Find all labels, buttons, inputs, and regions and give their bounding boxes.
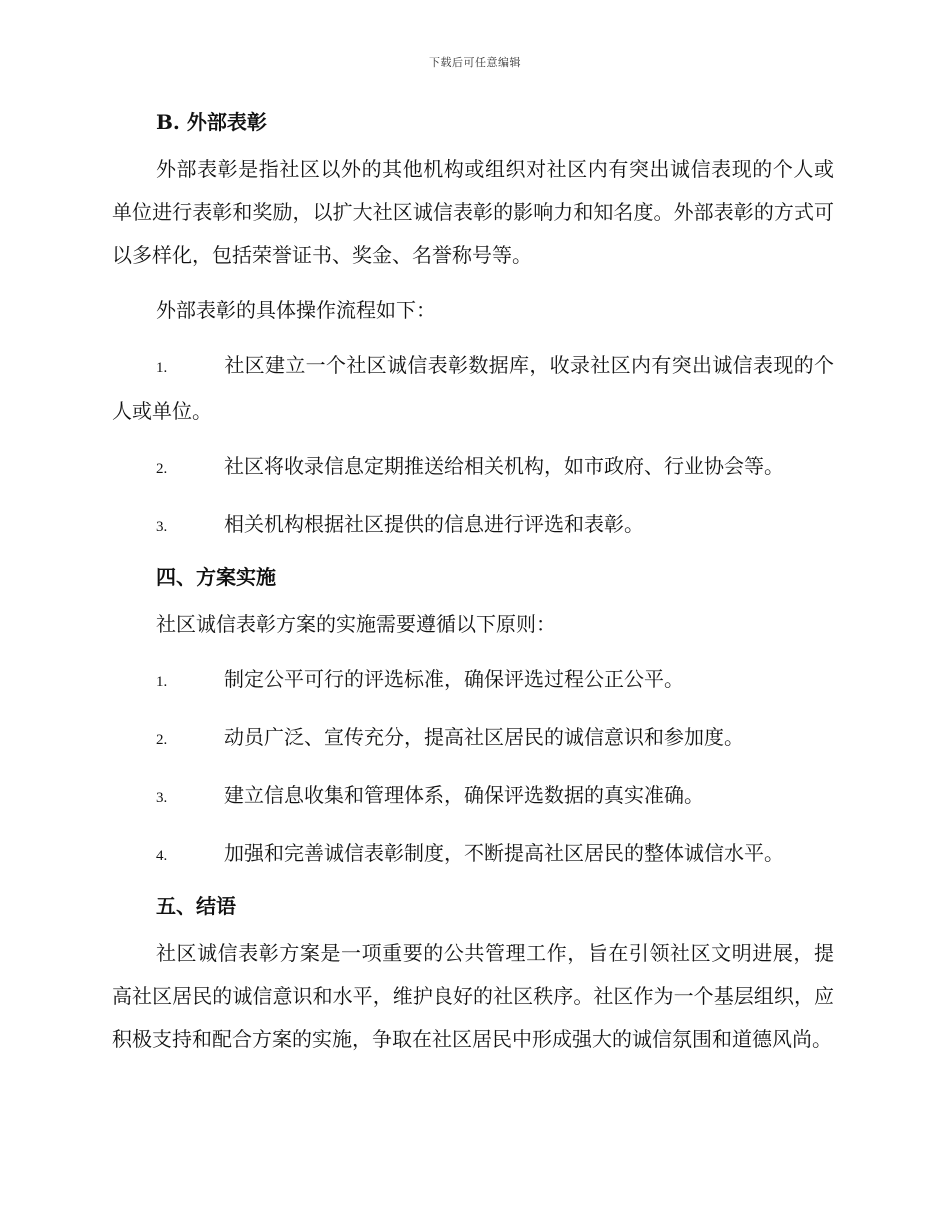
list-text: 相关机构根据社区提供的信息进行评选和表彰。 xyxy=(224,512,644,536)
list-item xyxy=(112,658,834,704)
list-text: 制定公平可行的评选标准，确保评选过程公正公平。 xyxy=(224,667,684,691)
section-b-paragraph-2: 外部表彰的具体操作流程如下： xyxy=(156,298,436,322)
list-number: 2. xyxy=(156,732,168,748)
list-text: 建立信息收集和管理体系，确保评选数据的真实准确。 xyxy=(224,783,704,807)
list-item xyxy=(112,774,834,820)
section-5-paragraph: 社区诚信表彰方案是一项重要的公共管理工作，旨在引领社区文明进展，提高社区居民的诚信意识和水平，维护良好的社区秩序。社区作为一个基层组织，应积极支持和配合方案的实施，争取在社区居民中形成强大的诚信氛围和道德风尚。 xyxy=(112,941,834,1051)
document-body xyxy=(112,108,834,1061)
page-header: 下载后可任意编辑 xyxy=(429,56,521,69)
section-4-paragraph: 社区诚信表彰方案的实施需要遵循以下原则： xyxy=(156,612,556,636)
list-item xyxy=(112,445,834,491)
list-text: 加强和完善诚信表彰制度，不断提高社区居民的整体诚信水平。 xyxy=(224,841,784,865)
section-b-paragraph-1: 外部表彰是指社区以外的其他机构或组织对社区内有突出诚信表现的个人或单位进行表彰和奖励，以扩大社区诚信表彰的影响力和知名度。外部表彰的方式可以多样化，包括荣誉证书、奖金、名誉称号等。 xyxy=(112,157,834,267)
list-text: 社区将收录信息定期推送给相关机构，如市政府、行业协会等。 xyxy=(224,454,784,478)
section-4-heading: 四、方案实施 xyxy=(156,565,276,589)
list-number: 1. xyxy=(156,360,168,376)
list-text: 社区建立一个社区诚信表彰数据库，收录社区内有突出诚信表现的个人或单位。 xyxy=(112,353,834,423)
section-b-heading: B. 外部表彰 xyxy=(156,110,267,134)
list-text: 动员广泛、宣传充分，提高社区居民的诚信意识和参加度。 xyxy=(224,725,744,749)
list-item xyxy=(112,503,834,549)
list-item xyxy=(112,832,834,878)
list-item xyxy=(112,344,834,433)
list-number: 1. xyxy=(156,674,168,690)
list-number: 4. xyxy=(156,848,168,864)
list-number: 3. xyxy=(156,790,168,806)
list-number: 2. xyxy=(156,461,168,477)
section-5-heading: 五、结语 xyxy=(156,894,236,918)
list-item xyxy=(112,716,834,762)
list-number: 3. xyxy=(156,519,168,535)
